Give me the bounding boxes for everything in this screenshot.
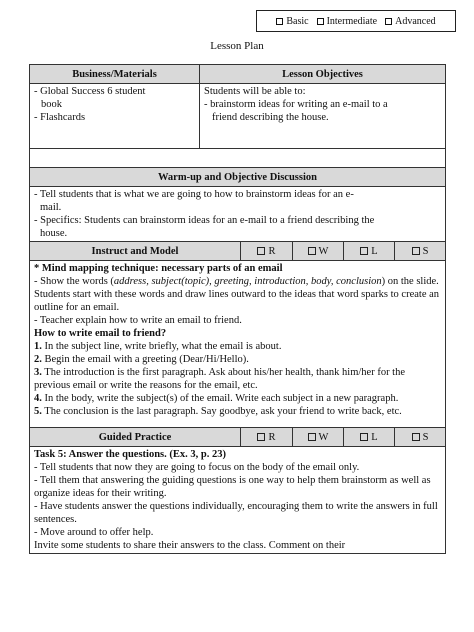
step-num: 1. (34, 341, 42, 352)
warmup-cell (30, 187, 446, 242)
level-advanced-label: Advanced (395, 15, 436, 27)
level-intermediate-label: Intermediate (326, 15, 378, 27)
objectives-intro: Students will be able to: (204, 86, 306, 97)
skill-label: L (371, 431, 378, 443)
guided-cell (30, 447, 446, 554)
step-num: 2. (34, 354, 42, 365)
checkbox-icon[interactable] (360, 247, 368, 255)
level-advanced[interactable] (385, 16, 436, 27)
level-basic-label: Basic (286, 15, 309, 27)
instruct-cell (30, 261, 446, 428)
objectives-header: Lesson Objectives (200, 65, 446, 84)
step-text: The conclusion is the last paragraph. Say goodbye, ask your friend to write back, etc. (41, 406, 402, 417)
guided-bullet: - Move around to offer help. (34, 527, 154, 538)
skill-label: S (422, 431, 429, 443)
skill-r[interactable] (241, 428, 293, 447)
step-num: 3. (34, 367, 42, 378)
guided-bullet: - Tell students that now they are going to focus on the body of the email only. (34, 462, 360, 473)
lesson-plan-table (29, 64, 446, 554)
skill-w[interactable] (293, 242, 344, 261)
objective-line: - brainstorm ideas for writing an e-mail to a (204, 99, 388, 110)
skill-l[interactable] (344, 428, 395, 447)
step-item (34, 366, 441, 392)
step-item (34, 353, 441, 366)
guided-last-line: Invite some students to share their answers to the class. Comment on their (34, 540, 346, 551)
checkbox-icon[interactable] (385, 18, 392, 25)
guided-bullet: - Have students answer the questions individually, encouraging them to write the answers in full sentences. (34, 501, 438, 525)
skill-label: L (371, 245, 378, 257)
skill-label: S (422, 245, 429, 257)
step-item (34, 392, 441, 405)
objectives-cell (200, 84, 446, 149)
checkbox-icon[interactable] (257, 433, 265, 441)
material-item: - Flashcards (34, 112, 86, 123)
skill-s[interactable] (395, 428, 446, 447)
step-num: 4. (34, 393, 42, 404)
skill-label: R (268, 431, 276, 443)
task-heading: Task 5: Answer the questions. (Ex. 3, p. 23) (34, 449, 226, 460)
step-item (34, 405, 441, 418)
show-suffix: ) on the slide. Students start with these words and draw lines outward to the ideas that word sparks to create an outline for an email. (34, 276, 440, 313)
warmup-header-row (30, 168, 446, 187)
instruct-row (30, 261, 446, 428)
instruct-heading: * Mind mapping technique: necessary parts of an email (34, 263, 283, 274)
step-text: In the body, write the subject(s) of the email. Write each subject in a new paragraph. (41, 393, 399, 404)
skill-w[interactable] (293, 428, 344, 447)
skill-label: W (318, 245, 329, 257)
warmup-line: house. (40, 228, 68, 239)
instruct-header: Instruct and Model (30, 242, 241, 261)
show-italic: address, subject(topic), greeting, introduction, body, conclusion (113, 276, 382, 287)
level-selector (256, 10, 456, 32)
material-item-cont: book (41, 99, 62, 110)
doc-title: Lesson Plan (210, 40, 264, 52)
warmup-header: Warm-up and Objective Discussion (30, 168, 446, 187)
materials-row (30, 84, 446, 149)
warmup-row (30, 187, 446, 242)
warmup-line: - Specifics: Students can brainstorm ideas for an e-mail to a friend describing the (34, 215, 375, 226)
checkbox-icon[interactable] (317, 18, 324, 25)
checkbox-icon[interactable] (257, 247, 265, 255)
checkbox-icon[interactable] (276, 18, 283, 25)
spacer (34, 418, 441, 426)
step-item (34, 340, 441, 353)
materials-header: Business/Materials (30, 65, 200, 84)
teacher-line: - Teacher explain how to write an email to friend. (34, 315, 242, 326)
step-text: Begin the email with a greeting (Dear/Hi/Hello). (41, 354, 249, 365)
how-heading: How to write email to friend? (34, 328, 167, 339)
instruct-header-row (30, 242, 446, 261)
guided-row (30, 447, 446, 554)
skill-l[interactable] (344, 242, 395, 261)
checkbox-icon[interactable] (308, 433, 316, 441)
guided-bullet: - Tell them that answering the guiding questions is one way to help them brainstorm as well as organize ideas for their writing. (34, 475, 431, 499)
step-text: The introduction is the first paragraph. Ask about his/her health, thank him/her for the previous email or write the reasons for the email, etc. (34, 367, 406, 391)
material-item: - Global Success 6 student (34, 86, 146, 97)
show-words-text (34, 275, 441, 314)
skill-s[interactable] (395, 242, 446, 261)
warmup-line: - Tell students that is what we are going to how to brainstorm ideas for an e- (34, 189, 354, 200)
skill-label: R (268, 245, 276, 257)
checkbox-icon[interactable] (308, 247, 316, 255)
objective-line: friend describing the house. (212, 112, 329, 123)
skill-label: W (318, 431, 329, 443)
level-intermediate[interactable] (317, 16, 378, 27)
step-num: 5. (34, 406, 42, 417)
materials-header-row (30, 65, 446, 84)
skill-r[interactable] (241, 242, 293, 261)
guided-header-row (30, 428, 446, 447)
checkbox-icon[interactable] (412, 433, 420, 441)
show-prefix: - Show the words ( (34, 276, 114, 287)
spacer-row (30, 149, 446, 168)
level-basic[interactable] (276, 16, 308, 27)
warmup-line: mail. (40, 202, 62, 213)
step-text: In the subject line, write briefly, what the email is about. (41, 341, 282, 352)
checkbox-icon[interactable] (360, 433, 368, 441)
checkbox-icon[interactable] (412, 247, 420, 255)
materials-cell (30, 84, 200, 149)
guided-header: Guided Practice (30, 428, 241, 447)
